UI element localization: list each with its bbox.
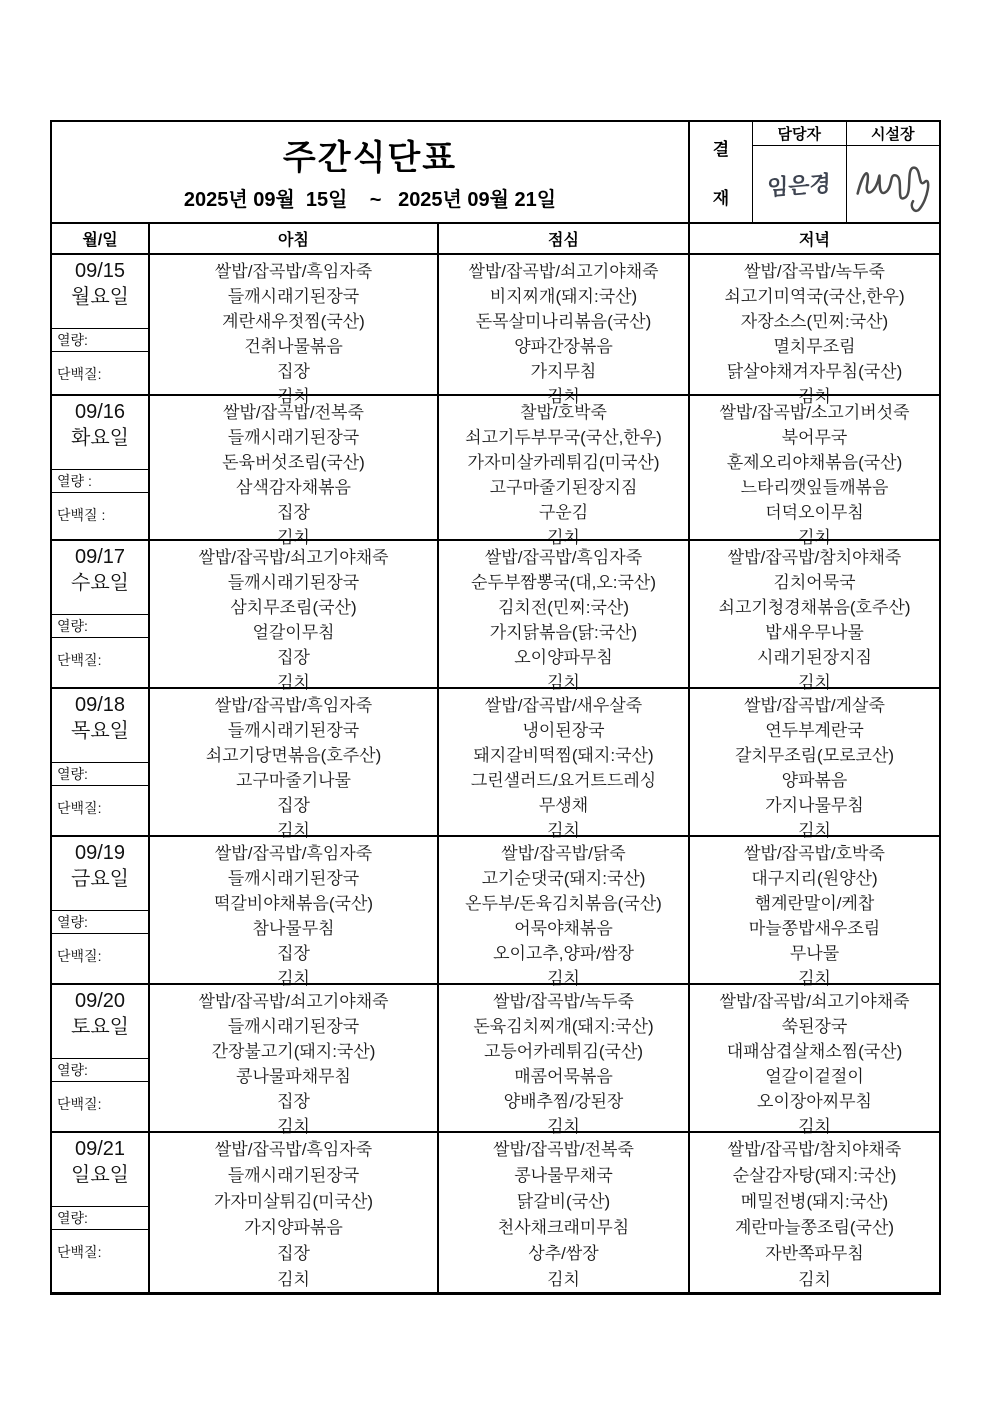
menu-item: 쌀밥/잡곡밥/흑임자죽 (214, 1140, 373, 1160)
menu-item: 대구지리(원양산) (751, 869, 878, 888)
menu-item: 집장 (277, 362, 310, 381)
menu-item: 오이고추,양파/쌈장 (493, 944, 634, 963)
menu-item: 순두부짬뽕국(대,오:국산) (471, 573, 656, 592)
menu-item: 쌀밥/잡곡밥/쇠고기야채죽 (468, 262, 659, 281)
page-title: 주간식단표 (282, 139, 458, 177)
menu-item: 대패삼겹살채소찜(국산) (726, 1042, 903, 1061)
menu-item: 쌀밥/잡곡밥/게살죽 (744, 696, 885, 715)
date-cell (52, 255, 150, 394)
protein-label: 단백질 : (57, 507, 106, 523)
menu-item: 간장불고기(돼지:국산) (211, 1042, 376, 1061)
menu-item: 참나물무침 (252, 919, 335, 938)
menu-item: 쌀밥/잡곡밥/흑임자죽 (484, 548, 643, 567)
menu-item: 자반쪽파무침 (765, 1243, 864, 1263)
date-label: 09/16 (74, 401, 126, 423)
date-cell (52, 689, 150, 835)
approval-label (690, 122, 753, 222)
menu-item: 쇠고기청경채볶음(호주산) (718, 598, 911, 617)
menu-item: 가지무침 (530, 362, 597, 381)
kcal-label: 열량: (52, 614, 148, 638)
column-header-breakfast: 아침 (150, 224, 439, 253)
menu-item: 돼지갈비떡찜(돼지:국산) (473, 746, 654, 765)
menu-item: 계란새우젓찜(국산) (222, 312, 365, 331)
header-band (52, 122, 939, 222)
lunch-cell (439, 541, 690, 692)
manager-title: 담당자 (753, 122, 846, 146)
menu-item: 김치전(민찌:국산) (498, 598, 629, 617)
menu-item: 양배추찜/강된장 (503, 1092, 624, 1111)
meal-row (52, 687, 939, 840)
date-day-block (52, 689, 148, 762)
menu-item: 더덕오이무침 (765, 503, 864, 522)
kcal-label: 열량: (52, 762, 148, 786)
menu-item: 쇠고기두부무국(국산,한우) (465, 428, 662, 447)
protein-label: 단백질: (57, 948, 102, 964)
menu-item: 쌀밥/잡곡밥/녹두죽 (744, 262, 885, 281)
menu-item: 김치 (798, 1269, 831, 1289)
protein-label: 단백질: (57, 652, 102, 668)
menu-item: 김치 (277, 673, 310, 692)
menu-item: 가자미살튀김(미국산) (213, 1192, 374, 1212)
menu-item: 그린샐러드/요거트드레싱 (470, 771, 657, 790)
date-label: 09/21 (74, 1138, 126, 1160)
menu-item: 무나물 (789, 944, 840, 963)
kcal-label: 열량: (52, 910, 148, 934)
menu-item: 닭살야채겨자무침(국산) (726, 362, 903, 381)
date-cell (52, 985, 150, 1131)
day-label: 월요일 (71, 286, 129, 308)
dinner-cell (690, 255, 939, 406)
date-cell (52, 396, 150, 539)
menu-item: 양파간장볶음 (514, 337, 613, 356)
dinner-cell (690, 837, 939, 988)
menu-item: 어묵야채볶음 (514, 919, 613, 938)
meal-row (52, 983, 939, 1136)
date-day-block (52, 396, 148, 469)
menu-item: 북어무국 (781, 428, 848, 447)
menu-item: 닭갈비(국산) (516, 1192, 611, 1212)
menu-item: 가지양파볶음 (244, 1217, 343, 1237)
menu-item: 가지닭볶음(닭:국산) (489, 623, 638, 642)
menu-item: 김치 (798, 673, 831, 692)
dinner-cell (690, 689, 939, 840)
menu-item: 들깨시래기된장국 (227, 428, 360, 447)
menu-item: 김치 (798, 528, 831, 547)
menu-item: 쇠고기당면볶음(호주산) (205, 746, 382, 765)
menu-item: 건취나물볶음 (244, 337, 343, 356)
menu-item: 들깨시래기된장국 (227, 573, 360, 592)
kcal-label: 열량: (52, 328, 148, 352)
menu-item: 김치 (547, 1117, 580, 1136)
menu-item: 김치 (277, 528, 310, 547)
date-day-block (52, 255, 148, 328)
menu-item: 쌀밥/잡곡밥/전복죽 (223, 403, 364, 422)
menu-item: 천사채크래미무침 (497, 1217, 630, 1237)
date-range: 2025년 09월 15일 ~ 2025년 09월 21일 (183, 189, 557, 211)
breakfast-cell (150, 837, 439, 988)
menu-item: 연두부계란국 (765, 721, 864, 740)
director-signature-scribble-icon (850, 155, 936, 213)
dinner-cell (690, 541, 939, 692)
date-label: 09/15 (74, 260, 126, 282)
menu-item: 쌀밥/잡곡밥/참치야채죽 (727, 1140, 902, 1160)
menu-item: 느타리깻잎들깨볶음 (740, 478, 889, 497)
menu-item: 무생채 (538, 796, 589, 815)
menu-item: 마늘쫑밥새우조림 (748, 919, 881, 938)
protein-label: 단백질: (57, 366, 102, 382)
menu-item: 쌀밥/잡곡밥/쇠고기야채죽 (719, 992, 910, 1011)
menu-item: 김치 (277, 1117, 310, 1136)
menu-item: 콩나물무채국 (514, 1166, 613, 1186)
date-day-block (52, 541, 148, 614)
menu-item: 쌀밥/잡곡밥/소고기버섯죽 (719, 403, 910, 422)
menu-item: 삼치무조림(국산) (230, 598, 357, 617)
menu-item: 얼갈이무침 (252, 623, 335, 642)
menu-item: 양파볶음 (781, 771, 848, 790)
menu-item: 훈제오리야채볶음(국산) (726, 453, 903, 472)
menu-item: 쌀밥/잡곡밥/흑임자죽 (214, 844, 373, 863)
breakfast-cell (150, 689, 439, 840)
dinner-cell (690, 396, 939, 547)
column-header-lunch: 점심 (439, 224, 690, 253)
meal-row (52, 253, 939, 406)
approval-col-manager (753, 122, 846, 222)
menu-item: 돈육김치찌개(돼지:국산) (473, 1017, 654, 1036)
menu-item: 매콤어묵볶음 (514, 1067, 613, 1086)
date-cell (52, 1133, 150, 1292)
menu-item: 밥새우무나물 (765, 623, 864, 642)
breakfast-cell (150, 396, 439, 547)
day-label: 화요일 (71, 427, 129, 449)
date-label: 09/18 (74, 694, 126, 716)
menu-item: 오이장아찌무침 (757, 1092, 872, 1111)
menu-item: 쌀밥/잡곡밥/새우살죽 (484, 696, 643, 715)
menu-item: 햄계란말이/케찹 (754, 894, 875, 913)
menu-item: 갈치무조림(모로코산) (734, 746, 895, 765)
menu-item: 김치 (277, 969, 310, 988)
date-label: 09/20 (74, 990, 126, 1012)
dinner-cell (690, 985, 939, 1136)
menu-item: 들깨시래기된장국 (227, 1166, 360, 1186)
manager-signature-cell (753, 146, 846, 222)
menu-item: 김치 (547, 821, 580, 840)
menu-item: 돈육버섯조림(국산) (222, 453, 365, 472)
menu-item: 김치어묵국 (773, 573, 856, 592)
menu-item: 김치 (277, 821, 310, 840)
protein-label: 단백질: (57, 1096, 102, 1112)
menu-item: 쌀밥/잡곡밥/호박죽 (744, 844, 885, 863)
menu-item: 김치 (277, 387, 310, 406)
breakfast-cell (150, 255, 439, 406)
column-header-row (52, 222, 939, 253)
day-label: 금요일 (71, 868, 129, 890)
menu-item: 순살감자탕(돼지:국산) (732, 1166, 897, 1186)
approval-label-char-2: 재 (712, 189, 730, 208)
title-area (52, 122, 690, 222)
menu-item: 김치 (798, 1117, 831, 1136)
date-day-block (52, 985, 148, 1058)
menu-item: 돈목살미나리볶음(국산) (475, 312, 652, 331)
menu-item: 쌀밥/잡곡밥/닭죽 (501, 844, 626, 863)
day-label: 목요일 (71, 720, 129, 742)
menu-item: 들깨시래기된장국 (227, 1017, 360, 1036)
lunch-cell (439, 689, 690, 840)
menu-item: 계란마늘쫑조림(국산) (734, 1217, 895, 1237)
menu-item: 오이양파무침 (514, 648, 613, 667)
date-day-block (52, 837, 148, 910)
menu-item: 쌀밥/잡곡밥/참치야채죽 (727, 548, 902, 567)
protein-label: 단백질: (57, 1244, 102, 1260)
date-cell (52, 837, 150, 983)
lunch-cell (439, 255, 690, 406)
breakfast-cell (150, 985, 439, 1136)
menu-item: 쇠고기미역국(국산,한우) (724, 287, 905, 306)
menu-item: 김치 (798, 821, 831, 840)
date-label: 09/19 (74, 842, 126, 864)
menu-item: 김치 (798, 387, 831, 406)
menu-item: 콩나물파채무침 (236, 1067, 351, 1086)
menu-item: 구운김 (538, 503, 589, 522)
kcal-label: 열량: (52, 1206, 148, 1230)
menu-item: 냉이된장국 (522, 721, 605, 740)
weekly-menu-sheet (50, 120, 941, 1295)
menu-item: 쌀밥/잡곡밥/흑임자죽 (214, 262, 373, 281)
menu-item: 들깨시래기된장국 (227, 287, 360, 306)
menu-item: 집장 (277, 944, 310, 963)
menu-item: 가지나물무침 (765, 796, 864, 815)
meal-row (52, 1131, 939, 1292)
lunch-cell (439, 396, 690, 547)
menu-item: 김치 (277, 1269, 310, 1289)
menu-item: 쌀밥/잡곡밥/녹두죽 (493, 992, 634, 1011)
menu-item: 고기순댓국(돼지:국산) (481, 869, 646, 888)
menu-item: 쌀밥/잡곡밥/흑임자죽 (214, 696, 373, 715)
menu-item: 자장소스(민찌:국산) (740, 312, 889, 331)
menu-item: 시래기된장지짐 (757, 648, 872, 667)
menu-item: 메밀전병(돼지:국산) (740, 1192, 889, 1212)
manager-signature: 임은경 (767, 170, 832, 200)
menu-item: 집장 (277, 503, 310, 522)
approval-col-director (846, 122, 940, 222)
date-day-block (52, 1133, 148, 1206)
day-label: 토요일 (71, 1016, 129, 1038)
menu-item: 김치 (547, 528, 580, 547)
lunch-cell (439, 1133, 690, 1292)
menu-item: 쌀밥/잡곡밥/전복죽 (493, 1140, 634, 1160)
menu-item: 집장 (277, 1243, 310, 1263)
approval-box (690, 122, 939, 222)
menu-item: 들깨시래기된장국 (227, 721, 360, 740)
menu-item: 김치 (547, 969, 580, 988)
menu-item: 찰밥/호박죽 (520, 403, 607, 422)
director-title: 시설장 (847, 122, 940, 146)
menu-item: 쑥된장국 (781, 1017, 848, 1036)
menu-item: 쌀밥/잡곡밥/쇠고기야채죽 (198, 992, 389, 1011)
meal-row (52, 539, 939, 692)
meal-row (52, 835, 939, 988)
lunch-cell (439, 837, 690, 988)
dinner-cell (690, 1133, 939, 1292)
menu-item: 김치 (798, 969, 831, 988)
menu-item: 고구마줄기된장지짐 (489, 478, 638, 497)
menu-item: 쌀밥/잡곡밥/쇠고기야채죽 (198, 548, 389, 567)
day-label: 수요일 (71, 572, 129, 594)
approval-label-char-1: 결 (712, 140, 730, 159)
menu-item: 집장 (277, 648, 310, 667)
kcal-label: 열량 : (52, 469, 148, 493)
menu-item: 김치 (547, 1269, 580, 1289)
menu-item: 떡갈비야채볶음(국산) (213, 894, 374, 913)
kcal-label: 열량: (52, 1058, 148, 1082)
breakfast-cell (150, 541, 439, 692)
menu-item: 상추/쌈장 (528, 1243, 599, 1263)
menu-item: 집장 (277, 796, 310, 815)
menu-item: 얼갈이겉절이 (765, 1067, 864, 1086)
menu-item: 고구마줄기나물 (236, 771, 351, 790)
menu-item: 가자미살카레튀김(미국산) (467, 453, 660, 472)
protein-label: 단백질: (57, 800, 102, 816)
menu-item: 고등어카레튀김(국산) (483, 1042, 644, 1061)
meal-rows (52, 253, 939, 1292)
menu-item: 김치 (547, 387, 580, 406)
breakfast-cell (150, 1133, 439, 1292)
menu-item: 집장 (277, 1092, 310, 1111)
menu-item: 삼색감자채볶음 (236, 478, 351, 497)
menu-item: 멸치무조림 (773, 337, 856, 356)
date-label: 09/17 (74, 546, 126, 568)
director-signature-cell (847, 146, 940, 222)
menu-item: 비지찌개(돼지:국산) (489, 287, 638, 306)
meal-row (52, 394, 939, 547)
menu-item: 온두부/돈육김치볶음(국산) (465, 894, 662, 913)
day-label: 일요일 (71, 1164, 129, 1186)
column-header-date: 월/일 (52, 224, 150, 253)
date-cell (52, 541, 150, 687)
menu-item: 김치 (547, 673, 580, 692)
column-header-dinner: 저녁 (799, 232, 830, 249)
menu-item: 들깨시래기된장국 (227, 869, 360, 888)
lunch-cell (439, 985, 690, 1136)
